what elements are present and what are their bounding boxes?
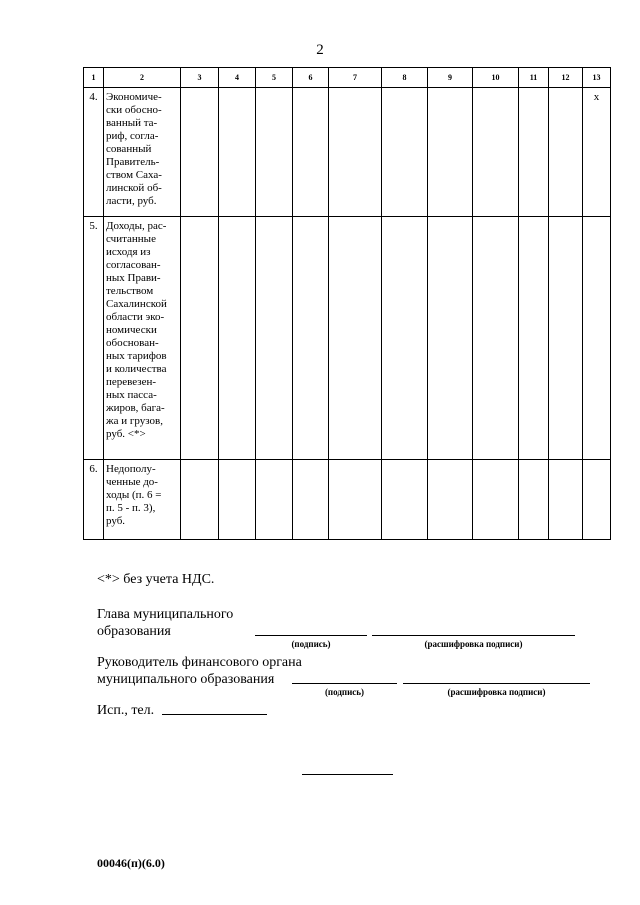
empty-cell [428, 88, 473, 217]
empty-cell [293, 88, 329, 217]
row-number: 5. [84, 217, 104, 460]
empty-cell [256, 460, 293, 540]
head-signature-line [255, 635, 367, 636]
column-header: 7 [329, 68, 382, 88]
table-row [84, 217, 611, 460]
empty-cell [219, 460, 256, 540]
empty-cell [293, 460, 329, 540]
empty-cell [382, 460, 428, 540]
executor-line [162, 714, 267, 715]
column-header: 5 [256, 68, 293, 88]
empty-cell [219, 88, 256, 217]
empty-cell [256, 217, 293, 460]
column-header: 3 [181, 68, 219, 88]
table-row [84, 460, 611, 540]
page-number: 2 [316, 42, 324, 58]
cell-col13 [583, 460, 611, 540]
fin-decode-caption: (расшифровка подписи) [447, 687, 546, 697]
column-header: 4 [219, 68, 256, 88]
document-code: 00046(п)(6.0) [97, 856, 165, 870]
executor-label: Исп., тел. [97, 703, 155, 718]
table-header-row [84, 68, 611, 88]
fin-title-line1: Руководитель финансового органа [97, 655, 302, 670]
cell-col13 [583, 217, 611, 460]
footnote: <*> без учета НДС. [97, 572, 215, 587]
empty-cell [519, 217, 549, 460]
empty-cell [549, 88, 583, 217]
empty-cell [519, 460, 549, 540]
fin-title-line2: муниципального образования [97, 672, 275, 687]
head-title-line2: образования [97, 624, 171, 639]
column-header: 11 [519, 68, 549, 88]
empty-cell [181, 88, 219, 217]
head-decode-line [372, 635, 575, 636]
column-header: 1 [84, 68, 104, 88]
row-description: Экономиче- ски обосно- ванный та- риф, согла- сованный Правитель- ством Саха- линской об- ласти, руб. [104, 88, 181, 217]
empty-cell [519, 88, 549, 217]
empty-cell [329, 460, 382, 540]
empty-cell [329, 217, 382, 460]
column-header: 13 [583, 68, 611, 88]
head-decode-caption: (расшифровка подписи) [424, 639, 523, 649]
empty-cell [382, 88, 428, 217]
fin-signature-caption: (подпись) [324, 687, 365, 697]
row-description: Доходы, рас- считанные исходя из согласован- ных Прави- тельством Сахалинской области эко- номически обоснован- ных тарифов и количества перевезен- ных пасса- жиров, бага- жа и грузов, руб. <*> [104, 217, 181, 460]
column-header: 12 [549, 68, 583, 88]
report-table [83, 67, 611, 540]
empty-cell [181, 217, 219, 460]
fin-signature-line [292, 683, 397, 684]
empty-cell [473, 217, 519, 460]
column-header: 9 [428, 68, 473, 88]
empty-cell [329, 88, 382, 217]
head-signature-caption: (подпись) [291, 639, 331, 649]
empty-cell [219, 217, 256, 460]
empty-cell [256, 88, 293, 217]
empty-cell [549, 460, 583, 540]
empty-cell [181, 460, 219, 540]
empty-cell [473, 460, 519, 540]
cell-col13: x [583, 88, 611, 217]
column-header: 2 [104, 68, 181, 88]
row-description: Недополу- ченные до- ходы (п. 6 = п. 5 - п. 3), руб. [104, 460, 181, 540]
row-number: 6. [84, 460, 104, 540]
closing-divider [302, 774, 393, 775]
empty-cell [293, 217, 329, 460]
empty-cell [473, 88, 519, 217]
empty-cell [428, 217, 473, 460]
empty-cell [382, 217, 428, 460]
empty-cell [549, 217, 583, 460]
fin-decode-line [403, 683, 590, 684]
column-header: 10 [473, 68, 519, 88]
table-row [84, 88, 611, 217]
column-header: 8 [382, 68, 428, 88]
head-title-line1: Глава муниципального [97, 607, 234, 622]
row-number: 4. [84, 88, 104, 217]
empty-cell [428, 460, 473, 540]
column-header: 6 [293, 68, 329, 88]
